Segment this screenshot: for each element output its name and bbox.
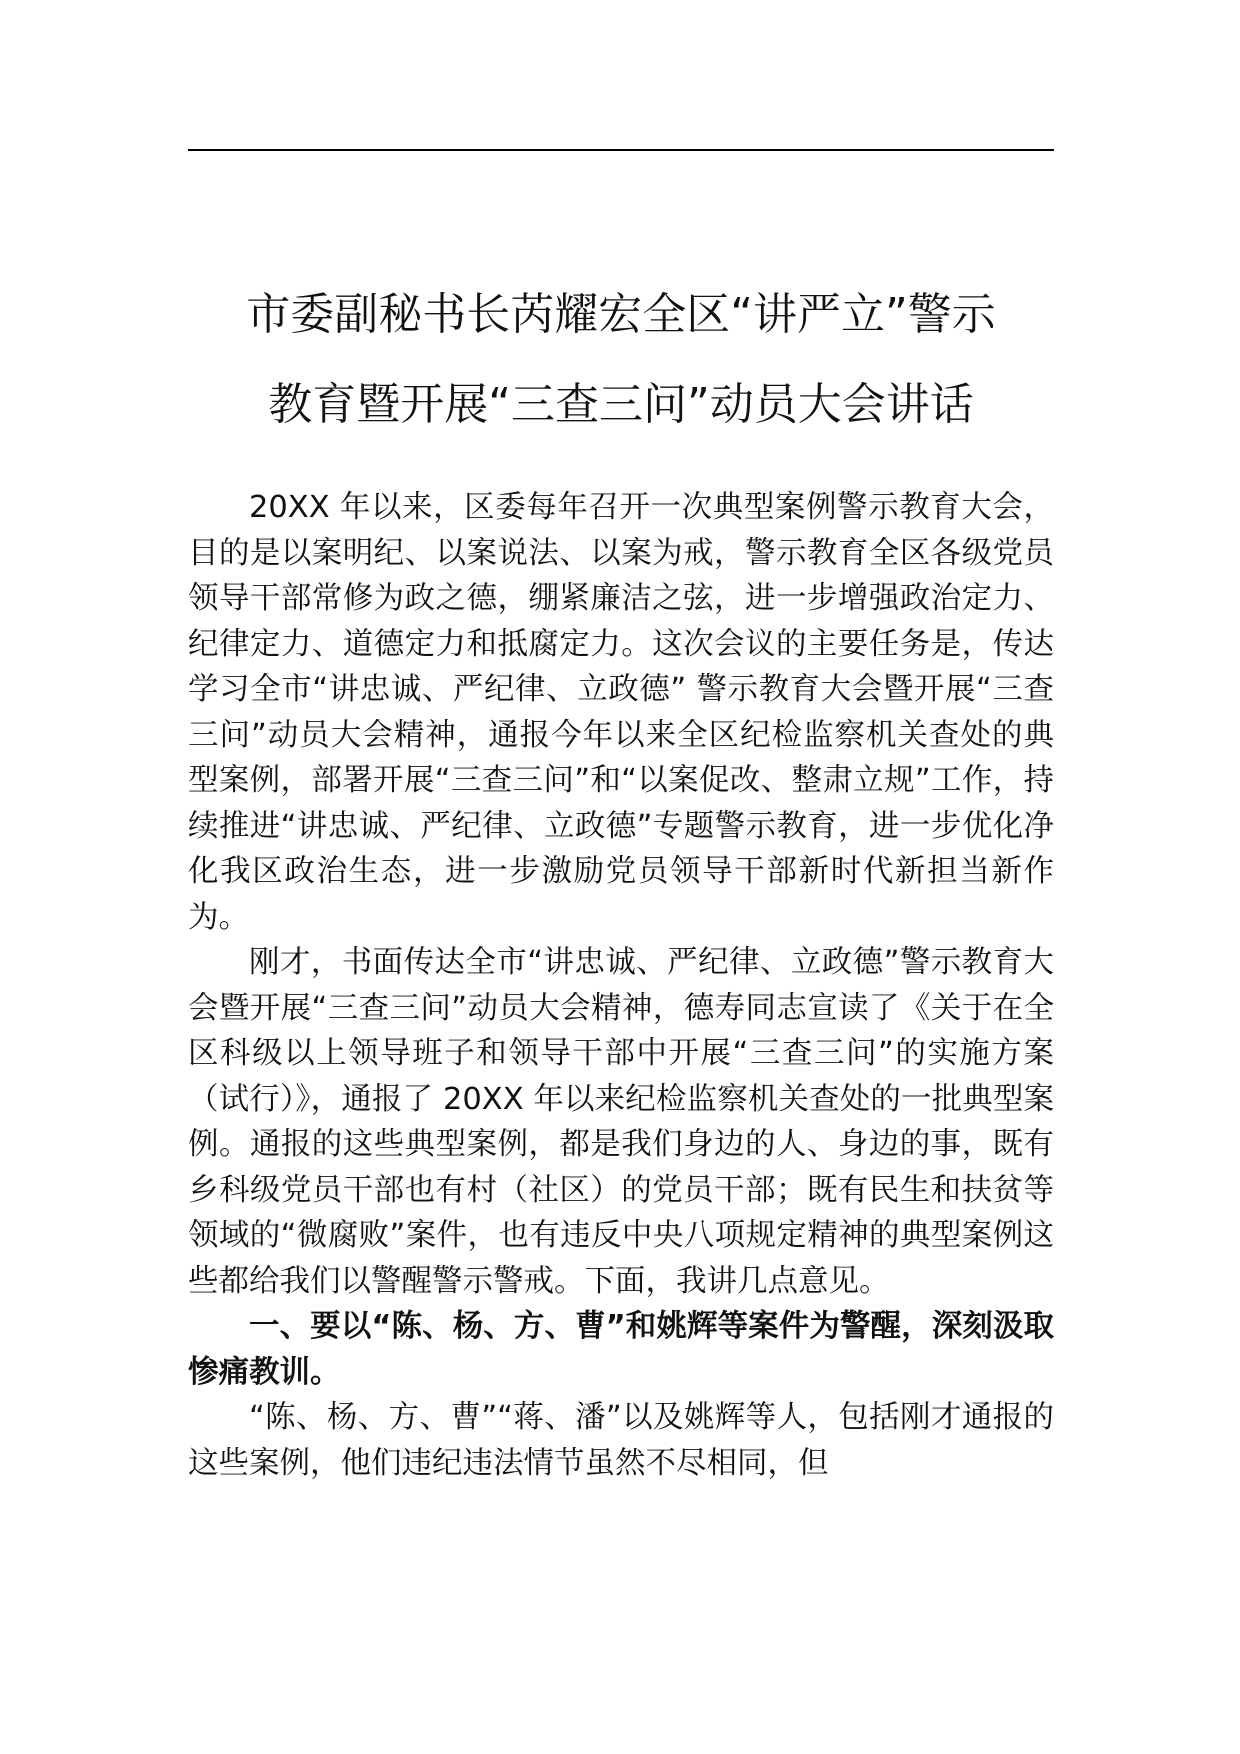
- paragraph-summary: 刚才，书面传达全市“讲忠诚、严纪律、立政德”警示教育大会暨开展“三查三问”动员大会精神，德寿同志宣读了《关于在全区科级以上领导班子和领导干部中开展“三查三问”的实施方案（试行）》，通报了 20XX 年以来纪检监察机关查处的一批典型案例。通报的这些典型案例，都是我们身边的人、身边的事，既有乡科级党员干部也有村（社区）的党员干部；既有民生和扶贫等领域的“微腐败”案件，也有违反中央八项规定精神的典型案例这些都给我们以警醒警示警戒。下面，我讲几点意见。: [188, 945, 1054, 1299]
- paragraph-section-1: “陈、杨、方、曹”“蒋、潘”以及姚辉等人，包括刚才通报的这些案例，他们违纪违法情节虽然不尽相同，但: [188, 1400, 1054, 1481]
- document-title: [188, 270, 1054, 450]
- title-line-2: 教育暨开展“三查三问”动员大会讲话: [268, 379, 974, 430]
- paragraph-intro: 20XX 年以来，区委每年召开一次典型案例警示教育大会，目的是以案明纪、以案说法、以案为戒，警示教育全区各级党员领导干部常修为政之德，绷紧廉洁之弦，进一步增强政治定力、纪律定力、道德定力和抵腐定力。这次会议的主要任务是，传达学习全市“讲忠诚、严纪律、立政德” 警示教育大会暨开展“三查三问”动员大会精神，通报今年以来全区纪检监察机关查处的典型案例，部署开展“三查三问”和“以案促改、整肃立规”工作，持续推进“讲忠诚、严纪律、立政德”专题警示教育，进一步优化净化我区政治生态，进一步激励党员领导干部新时代新担当新作为。: [188, 490, 1054, 935]
- header-rule: [188, 149, 1054, 151]
- title-line-1: 市委副秘书长芮耀宏全区“讲严立”警示: [246, 289, 996, 340]
- section-heading-1: 一、要以“陈、杨、方、曹”和姚辉等案件为警醒，深刻汲取惨痛教训。: [188, 1309, 1054, 1390]
- document-body: [188, 485, 1054, 1486]
